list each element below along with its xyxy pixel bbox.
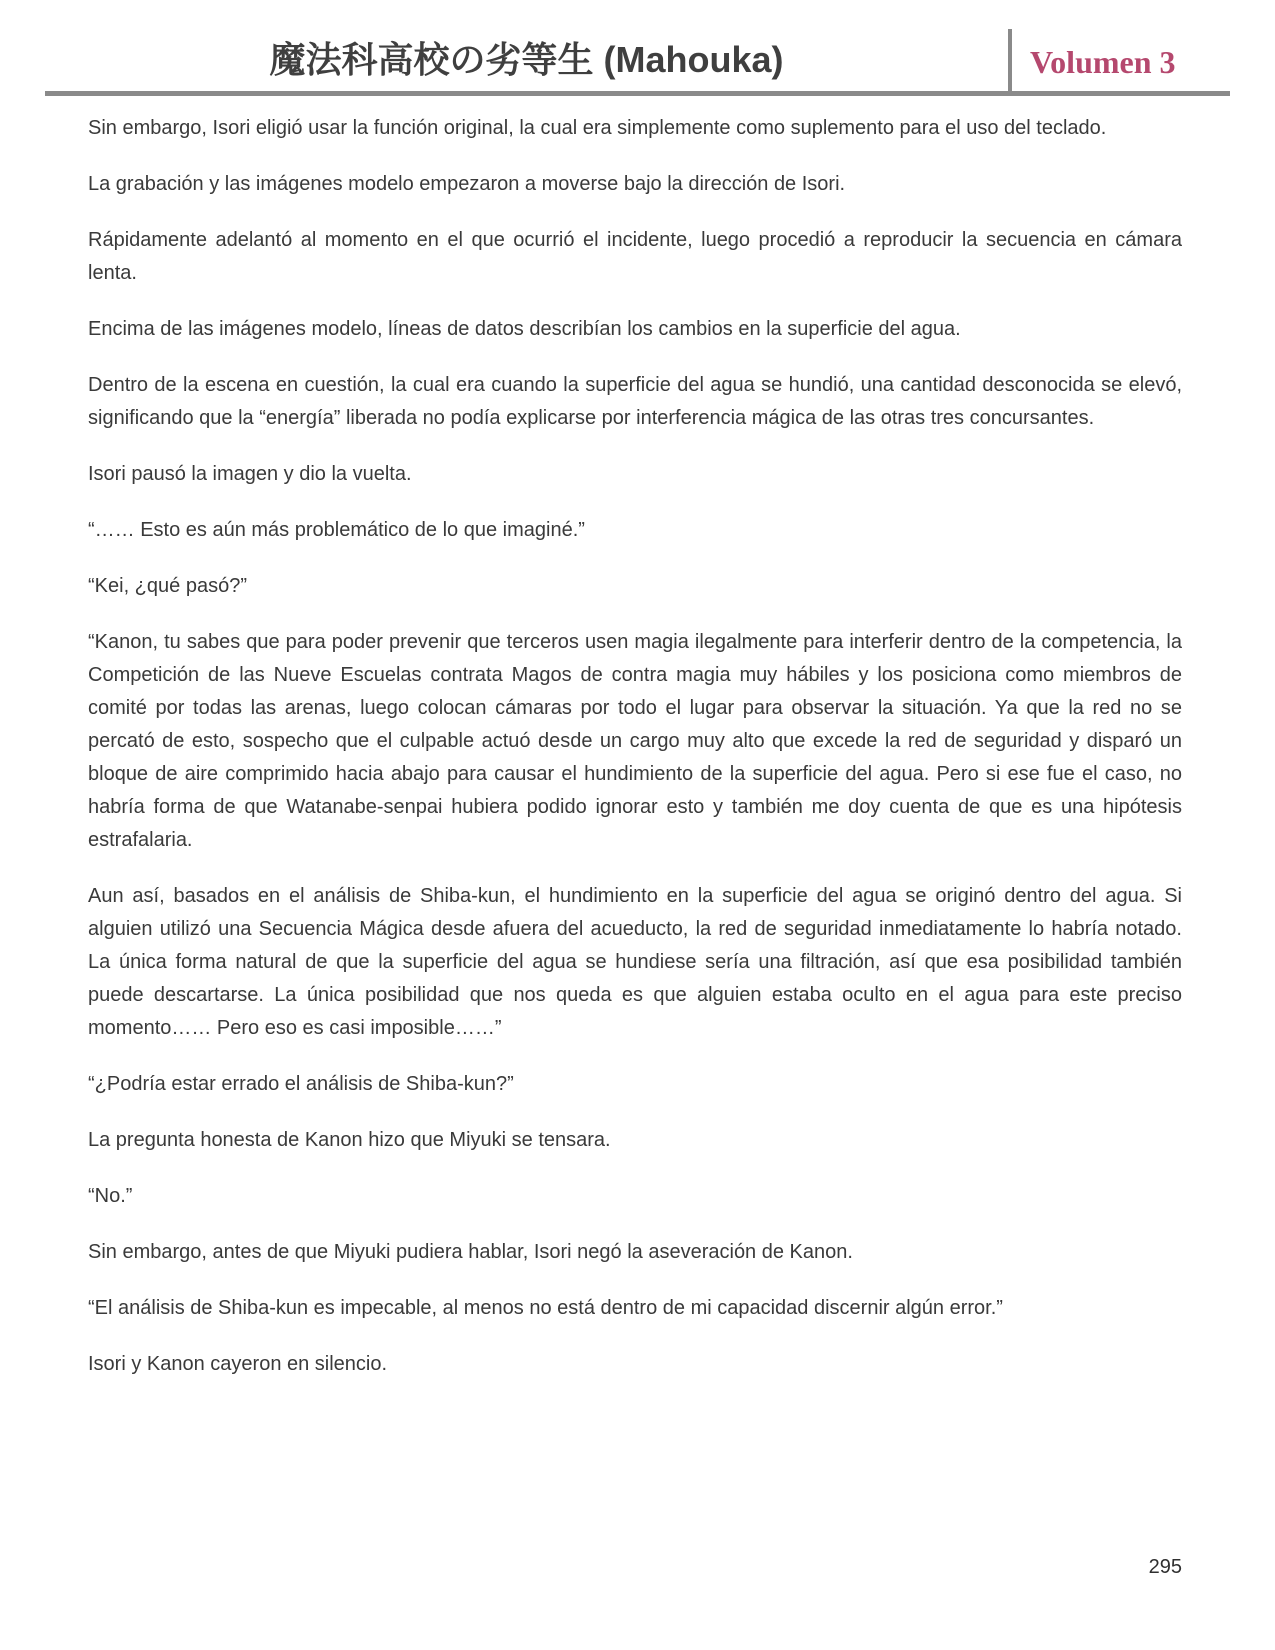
paragraph: Dentro de la escena en cuestión, la cual era cuando la superficie del agua se hundió, una cantidad desconocida se elevó, significando que la “energía” liberada no podía explicarse por interferencia mágica de las otras tres concursantes.	[88, 374, 1182, 429]
page-body	[88, 112, 1182, 1404]
paragraph: “¿Podría estar errado el análisis de Shiba-kun?”	[88, 1073, 514, 1095]
paragraph: “Kei, ¿qué pasó?”	[88, 575, 247, 597]
paragraph: “…… Esto es aún más problemático de lo que imaginé.”	[88, 519, 585, 541]
paragraph: La grabación y las imágenes modelo empezaron a moverse bajo la dirección de Isori.	[88, 173, 846, 195]
paragraph: Sin embargo, antes de que Miyuki pudiera hablar, Isori negó la aseveración de Kanon.	[88, 1241, 853, 1263]
paragraph: Rápidamente adelantó al momento en el que ocurrió el incidente, luego procedió a reproducir la secuencia en cámara lenta.	[88, 229, 1182, 284]
page-header	[45, 0, 1230, 96]
paragraph: “No.”	[88, 1185, 133, 1207]
page-title: 魔法科高校の劣等生 (Mahouka)	[269, 39, 784, 80]
paragraph: Aun así, basados en el análisis de Shiba-kun, el hundimiento en la superficie del agua se originó dentro del agua. Si alguien utilizó una Secuencia Mágica desde afuera del acueducto, la red de seguridad inmediatamente lo habría notado. La única forma natural de que la superficie del agua se hundiese sería una filtración, así que esa posibilidad también puede descartarse. La única posibilidad que nos queda es que alguien estaba oculto en el agua para este preciso momento…… Pero eso es casi imposible……”	[88, 885, 1182, 1039]
paragraph: La pregunta honesta de Kanon hizo que Miyuki se tensara.	[88, 1129, 611, 1151]
paragraph: “El análisis de Shiba-kun es impecable, al menos no está dentro de mi capacidad discernir algún error.”	[88, 1297, 1003, 1319]
paragraph: Sin embargo, Isori eligió usar la función original, la cual era simplemente como suplemento para el uso del teclado.	[88, 117, 1107, 139]
page-number: 295	[1148, 1556, 1182, 1578]
paragraph: Isori y Kanon cayeron en silencio.	[88, 1353, 388, 1375]
volume-label: Volumen 3	[1030, 44, 1176, 80]
paragraph: “Kanon, tu sabes que para poder prevenir que terceros usen magia ilegalmente para interferir dentro de la competencia, la Competición de las Nueve Escuelas contrata Magos de contra magia muy hábiles y los posiciona como miembros de comité por todas las arenas, luego colocan cámaras por todo el lugar para observar la situación. Ya que la red no se percató de esto, sospecho que el culpable actuó desde un cargo muy alto que excede la red de seguridad y disparó un bloque de aire comprimido hacia abajo para causar el hundimiento de la superficie del agua. Pero si ese fue el caso, no habría forma de que Watanabe-senpai hubiera podido ignorar esto y también me doy cuenta de que es una hipótesis estrafalaria.	[88, 631, 1182, 851]
paragraph: Encima de las imágenes modelo, líneas de datos describían los cambios en la superficie del agua.	[88, 318, 961, 340]
paragraph: Isori pausó la imagen y dio la vuelta.	[88, 463, 412, 485]
